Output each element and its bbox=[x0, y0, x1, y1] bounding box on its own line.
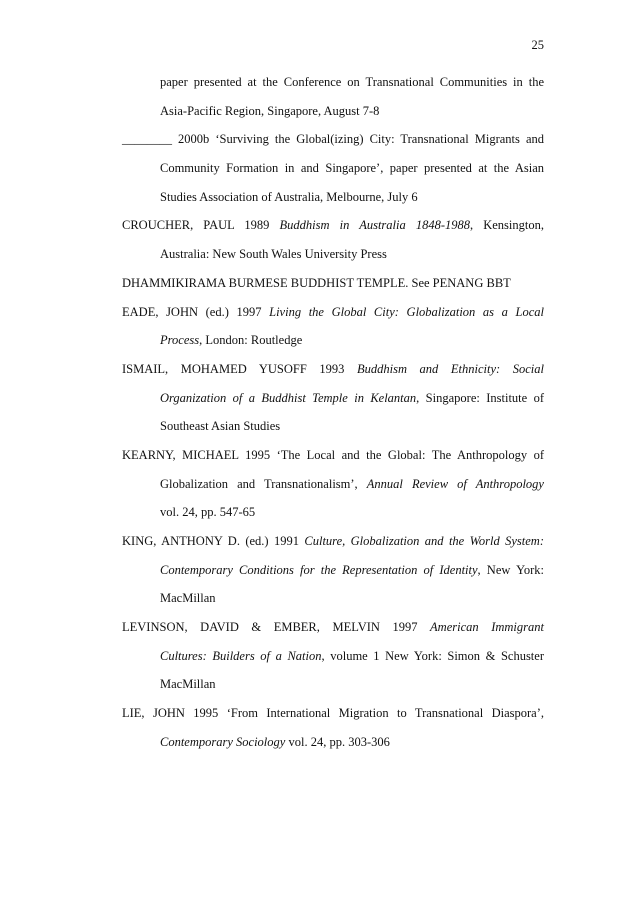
reference-italic-text: Cultures: Builders of a Nation bbox=[160, 648, 322, 663]
reference-text: LIE, JOHN 1995 ‘From International Migration to Transnational Diaspora’, bbox=[122, 706, 544, 721]
reference-text: , volume 1 New York: Simon & Schuster bbox=[321, 648, 544, 663]
reference-text: MacMillan bbox=[160, 591, 216, 606]
reference-line bbox=[122, 613, 544, 642]
reference-line bbox=[122, 211, 544, 240]
reference-line bbox=[122, 355, 544, 384]
reference-line bbox=[122, 326, 544, 355]
page-number: 25 bbox=[531, 38, 544, 52]
reference-line bbox=[122, 728, 544, 757]
reference-line bbox=[122, 412, 544, 441]
reference-line bbox=[122, 298, 544, 327]
reference-text: LEVINSON, DAVID & EMBER, MELVIN 1997 bbox=[122, 620, 431, 635]
reference-text: ________ 2000b ‘Surviving the Global(izing) City: Transnational Migrants and bbox=[122, 132, 544, 147]
reference-line bbox=[122, 642, 544, 671]
reference-line bbox=[122, 441, 544, 470]
reference-line bbox=[122, 527, 544, 556]
reference-text: , New York: bbox=[477, 562, 544, 577]
reference-italic-text: Process bbox=[160, 333, 200, 348]
reference-line bbox=[122, 183, 544, 212]
reference-line bbox=[122, 699, 544, 728]
reference-list bbox=[122, 68, 544, 757]
reference-text: , Kensington, bbox=[470, 218, 544, 233]
reference-line bbox=[122, 125, 544, 154]
reference-line bbox=[122, 68, 544, 97]
reference-text: , Singapore: Institute of bbox=[416, 390, 544, 405]
reference-text: vol. 24, pp. 303-306 bbox=[285, 734, 390, 749]
reference-line bbox=[122, 470, 544, 499]
reference-italic-text: American Immigrant bbox=[430, 620, 544, 635]
reference-text: Australia: New South Wales University Press bbox=[160, 247, 387, 262]
reference-italic-text: Contemporary Sociology bbox=[160, 734, 286, 749]
reference-text: Southeast Asian Studies bbox=[160, 419, 281, 434]
reference-text: ISMAIL, MOHAMED YUSOFF 1993 bbox=[122, 361, 357, 376]
reference-text: EADE, JOHN (ed.) 1997 bbox=[122, 304, 270, 319]
reference-text: Studies Association of Australia, Melbourne, July 6 bbox=[160, 189, 418, 204]
reference-text: DHAMMIKIRAMA BURMESE BUDDHIST TEMPLE. See PENANG BBT bbox=[122, 275, 511, 290]
reference-line bbox=[122, 670, 544, 699]
reference-text: KEARNY, MICHAEL 1995 ‘The Local and the Global: The Anthropology of bbox=[122, 447, 544, 462]
reference-text: paper presented at the Conference on Transnational Communities in the bbox=[160, 75, 544, 89]
reference-italic-text: Organization of a Buddhist Temple in Kelantan bbox=[160, 390, 417, 405]
reference-line bbox=[122, 384, 544, 413]
reference-text: , London: Routledge bbox=[199, 333, 303, 348]
reference-text: MacMillan bbox=[160, 677, 216, 692]
reference-line bbox=[122, 498, 544, 527]
reference-italic-text: Buddhism in Australia 1848-1988 bbox=[279, 218, 470, 233]
reference-text: Asia-Pacific Region, Singapore, August 7-8 bbox=[160, 103, 380, 118]
reference-italic-text: Living the Global City: Globalization as a Local bbox=[269, 304, 544, 319]
reference-italic-text: Buddhism and Ethnicity: Social bbox=[356, 361, 544, 376]
reference-line bbox=[122, 154, 544, 183]
reference-line bbox=[122, 584, 544, 613]
reference-text: CROUCHER, PAUL 1989 bbox=[122, 218, 280, 233]
reference-text: Globalization and Transnationalism’, bbox=[160, 476, 367, 491]
reference-italic-text: Annual Review of Anthropology bbox=[366, 476, 544, 491]
reference-text: KING, ANTHONY D. (ed.) 1991 bbox=[122, 534, 305, 548]
reference-italic-text: Culture, Globalization and the World System: bbox=[304, 534, 544, 548]
reference-text: Community Formation in and Singapore’, paper presented at the Asian bbox=[160, 161, 544, 176]
reference-text: vol. 24, pp. 547-65 bbox=[160, 505, 256, 520]
reference-line bbox=[122, 240, 544, 269]
reference-line bbox=[122, 269, 544, 298]
reference-line bbox=[122, 556, 544, 585]
reference-line bbox=[122, 97, 544, 126]
reference-italic-text: Contemporary Conditions for the Representation of Identity bbox=[160, 562, 478, 577]
